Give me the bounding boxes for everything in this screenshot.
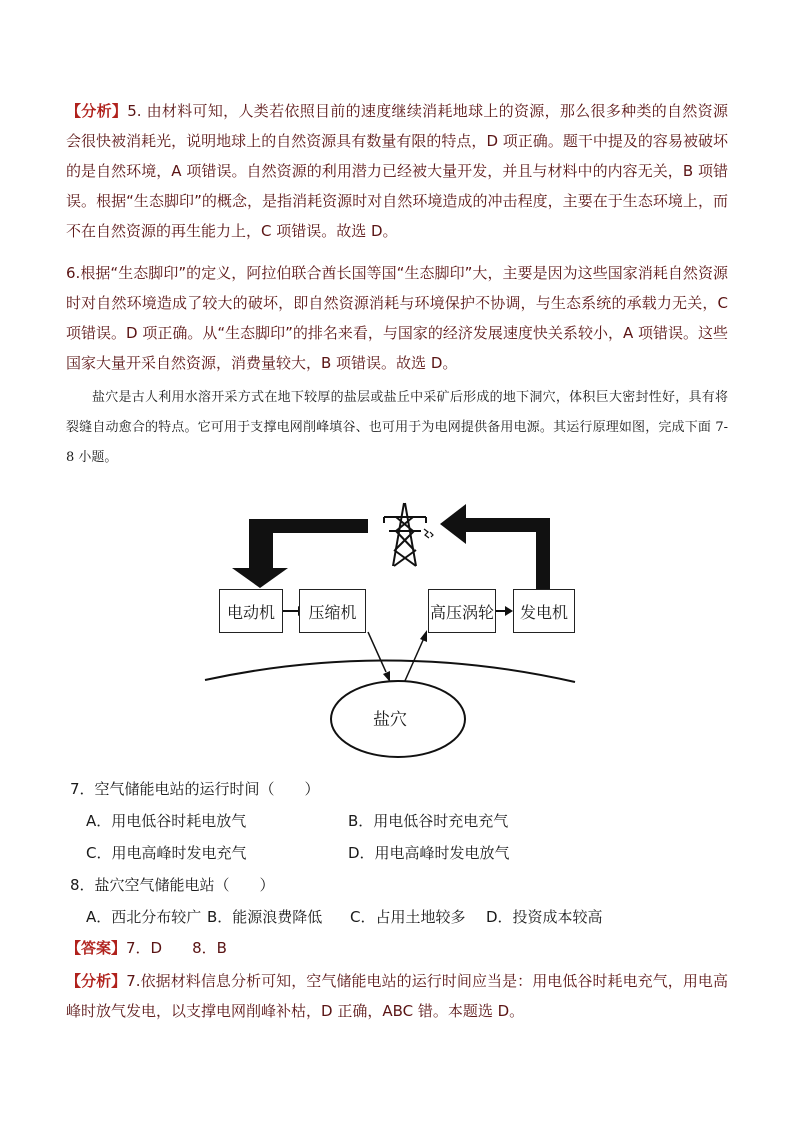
- question-8-option-c: C．占用土地较多: [350, 908, 466, 926]
- question-7-stem: 7．空气储能电站的运行时间（ ）: [70, 780, 320, 798]
- electric-motor-box: 电动机: [219, 589, 283, 633]
- power-arrow-from-generator: [440, 504, 550, 590]
- answer-line: [66, 937, 227, 959]
- transmission-tower-icon: [384, 503, 433, 566]
- compressor-to-cavern-arrow: [368, 632, 386, 672]
- salt-cavern-label: 盐穴: [373, 710, 407, 730]
- analysis-paragraph-q6: 6.根据“生态脚印”的定义，阿拉伯联合酋长国等国“生态脚印”大，主要是因为这些国家消耗自然资源时对自然环境造成了较大的破坏，即自然资源消耗与环境保护不协调，与生态系统的承载力无关，C 项错误。D 项正确。从“生态脚印”的排名来看，与国家的经济发展速度快关系较小，A 项错误。这些国家大量开采自然资源，消费量较大，B 项错误。故选 D。: [66, 264, 728, 372]
- answer-tag: 【答案】: [66, 939, 127, 957]
- power-arrow-to-motor: [232, 519, 368, 588]
- answer-text: 7．D 8．B: [126, 939, 227, 957]
- question-8-stem: 8．盐穴空气储能电站（ ）: [70, 876, 275, 894]
- compressor-box: 压缩机: [299, 589, 366, 633]
- question-7-option-c: C．用电高峰时发电充气: [86, 844, 247, 862]
- question-8-option-a: A．西北分布较广: [86, 908, 202, 926]
- generator-box: 发电机: [513, 589, 575, 633]
- analysis-text: 7.依据材料信息分析可知，空气储能电站的运行时间应当是：用电低谷时耗电充气，用电高峰时放气发电，以支撑电网削峰补枯，D 正确，ABC 错。本题选 D。: [66, 972, 728, 1020]
- question-7-option-a: A．用电低谷时耗电放气: [86, 812, 247, 830]
- question-7-option-d: D．用电高峰时发电放气: [348, 844, 510, 862]
- question-8-option-d: D．投资成本较高: [486, 908, 603, 926]
- question-intro: 盐穴是古人利用水溶开采方式在地下较厚的盐层或盐丘中采矿后形成的地下洞穴，体积巨大密封性好，具有将裂缝自动愈合的特点。它可用于支撑电网削峰填谷、也可用于为电网提供备用电源。其运行原理如图，完成下面 7-8 小题。: [66, 390, 728, 465]
- analysis-tag: 【分析】: [66, 972, 127, 990]
- question-7-option-b: B．用电低谷时充电充气: [348, 812, 509, 830]
- question-8-option-b: B．能源浪费降低: [207, 908, 323, 926]
- analysis-text: 5. 由材料可知，人类若依照目前的速度继续消耗地球上的资源，那么很多种类的自然资源会很快被消耗光，说明地球上的自然资源具有数量有限的特点，D 项正确。题干中提及的容易被破坏的是自然环境，A 项错误。自然资源的利用潜力已经被大量开发，并且与材料中的内容无关，B 项错误。根据“生态脚印”的概念，是指消耗资源时对自然环境造成的冲击程度，主要在于生态环境上，而不在自然资源的再生能力上，C 项错误。故选 D。: [66, 102, 728, 240]
- high-pressure-turbine-box: 高压涡轮: [428, 589, 496, 633]
- analysis-tag: 【分析】: [66, 102, 128, 120]
- analysis-paragraph-q7: [66, 966, 728, 1026]
